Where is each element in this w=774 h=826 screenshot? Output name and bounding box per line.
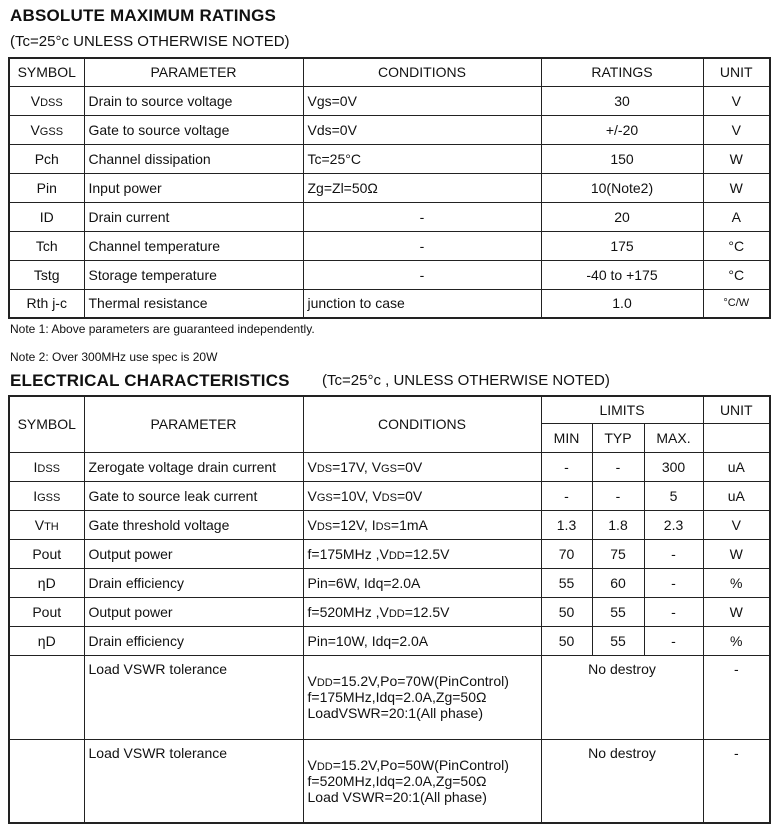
ec-header-limits: LIMITS (541, 396, 703, 423)
ec-symbol (9, 452, 84, 481)
amr-symbol (9, 115, 84, 144)
amr-unit: °C (703, 231, 770, 260)
amr-row (9, 202, 770, 231)
amr-unit: V (703, 115, 770, 144)
ec-header-typ: TYP (592, 423, 644, 452)
ec-typ: 55 (592, 597, 644, 626)
amr-parameter: Thermal resistance (84, 289, 303, 318)
ec-max: 2.3 (644, 510, 703, 539)
symbol-subscript: DSS (37, 462, 60, 475)
amr-parameter: Channel dissipation (84, 144, 303, 173)
note-1: Note 1: Above parameters are guaranteed independently. (10, 322, 315, 336)
condition-subscript: DS (375, 520, 391, 533)
ec-parameter: Drain efficiency (84, 626, 303, 655)
condition-text: =10V, V (332, 487, 382, 504)
ec-vswr-condition-line (308, 789, 537, 805)
ec-row (9, 481, 770, 510)
ec-symbol (9, 510, 84, 539)
ec-unit: % (703, 568, 770, 597)
ec-parameter: Gate to source leak current (84, 481, 303, 510)
amr-parameter: Storage temperature (84, 260, 303, 289)
condition-text: f=175MHz,Idq=2.0A,Zg=50Ω (307, 689, 487, 705)
ec-min: 1.3 (541, 510, 592, 539)
amr-row (9, 289, 770, 318)
condition-text: =12.5V (404, 603, 450, 620)
amr-symbol (9, 231, 84, 260)
amr-rating: 175 (541, 231, 703, 260)
amr-title: ABSOLUTE MAXIMUM RATINGS (10, 6, 277, 25)
symbol-base: Pch (34, 150, 59, 167)
ec-vswr-limits: No destroy (541, 655, 703, 739)
amr-rating: 20 (541, 202, 703, 231)
amr-condition: - (303, 260, 541, 289)
condition-subscript: DS (316, 520, 333, 533)
amr-condition: - (303, 202, 541, 231)
symbol-base: ηD (37, 574, 56, 591)
amr-parameter: Gate to source voltage (84, 115, 303, 144)
amr-header-row (9, 58, 770, 86)
amr-table (8, 57, 771, 319)
amr-condition: Vgs=0V (303, 86, 541, 115)
amr-unit: A (703, 202, 770, 231)
ec-parameter: Drain efficiency (84, 568, 303, 597)
ec-row (9, 568, 770, 597)
amr-unit: V (703, 86, 770, 115)
amr-condition: junction to case (303, 289, 541, 318)
amr-parameter: Channel temperature (84, 231, 303, 260)
condition-text: =0V (396, 487, 423, 504)
ec-parameter: Output power (84, 539, 303, 568)
amr-row (9, 144, 770, 173)
condition-text: V (307, 756, 317, 773)
symbol-base: V (30, 92, 41, 109)
symbol-subscript: TH (44, 520, 59, 533)
ec-condition (303, 510, 541, 539)
amr-subtitle: (Tc=25°c UNLESS OTHERWISE NOTED) (10, 33, 290, 50)
ec-unit: W (703, 539, 770, 568)
ec-condition (303, 539, 541, 568)
condition-text: f=520MHz ,V (307, 603, 389, 620)
ec-max: - (644, 626, 703, 655)
ec-unit: V (703, 510, 770, 539)
ec-typ: - (592, 481, 644, 510)
symbol-base: Rth j-c (26, 295, 67, 312)
ec-condition (303, 452, 541, 481)
ec-max: 5 (644, 481, 703, 510)
condition-subscript: DD (388, 607, 405, 620)
amr-unit: °C (703, 260, 770, 289)
ec-typ: 1.8 (592, 510, 644, 539)
amr-symbol (9, 86, 84, 115)
amr-header-parameter: PARAMETER (84, 58, 303, 86)
ec-parameter: Gate threshold voltage (84, 510, 303, 539)
condition-text: =0V (396, 458, 423, 475)
ec-vswr-unit: - (703, 739, 770, 823)
condition-subscript: DS (316, 462, 333, 475)
condition-text: =12.5V (404, 545, 450, 562)
amr-rating: +/-20 (541, 115, 703, 144)
condition-subscript: GS (381, 462, 397, 475)
ec-unit: uA (703, 452, 770, 481)
ec-typ: 55 (592, 626, 644, 655)
amr-condition: Zg=Zl=50Ω (303, 173, 541, 202)
amr-parameter: Drain to source voltage (84, 86, 303, 115)
ec-table (8, 395, 771, 824)
amr-symbol (9, 202, 84, 231)
ec-parameter: Zerogate voltage drain current (84, 452, 303, 481)
amr-row (9, 115, 770, 144)
amr-row (9, 86, 770, 115)
ec-symbol (9, 481, 84, 510)
ec-min: 50 (541, 626, 592, 655)
ec-max: - (644, 597, 703, 626)
ec-min: - (541, 481, 592, 510)
ec-header-unit-blank (703, 423, 770, 452)
ec-symbol-blank (9, 655, 84, 739)
amr-row (9, 173, 770, 202)
condition-text: V (307, 673, 317, 689)
condition-text: Pin=6W, Idq=2.0A (307, 574, 421, 591)
ec-subtitle: (Tc=25°c , UNLESS OTHERWISE NOTED) (322, 372, 610, 389)
ec-vswr-condition-lines (308, 757, 537, 805)
ec-vswr-condition-line (308, 773, 537, 789)
ec-typ: 60 (592, 568, 644, 597)
amr-parameter: Drain current (84, 202, 303, 231)
condition-text: =15.2V,Po=50W(PinControl) (332, 756, 509, 773)
ec-vswr-condition-line (308, 689, 537, 705)
ec-row (9, 510, 770, 539)
condition-text: V (307, 516, 317, 533)
ec-vswr-parameter: Load VSWR tolerance (84, 739, 303, 823)
amr-condition: - (303, 231, 541, 260)
ec-title: ELECTRICAL CHARACTERISTICS (10, 371, 290, 390)
symbol-base: V (34, 516, 45, 533)
ec-symbol (9, 568, 84, 597)
amr-unit: °C/W (703, 289, 770, 318)
amr-condition: Vds=0V (303, 115, 541, 144)
ec-vswr-row (9, 739, 770, 823)
ec-vswr-condition-lines (308, 673, 537, 721)
ec-vswr-unit: - (703, 655, 770, 739)
ec-header-min: MIN (541, 423, 592, 452)
amr-header-conditions: CONDITIONS (303, 58, 541, 86)
amr-row (9, 260, 770, 289)
condition-text: Pin=10W, Idq=2.0A (307, 632, 429, 649)
ec-condition (303, 626, 541, 655)
symbol-subscript: DSS (40, 96, 63, 109)
ec-parameter: Output power (84, 597, 303, 626)
condition-text: =15.2V,Po=70W(PinControl) (332, 673, 509, 689)
amr-symbol (9, 289, 84, 318)
ec-row (9, 539, 770, 568)
ec-typ: - (592, 452, 644, 481)
ec-row (9, 597, 770, 626)
ec-condition (303, 597, 541, 626)
amr-parameter: Input power (84, 173, 303, 202)
condition-text: Load VSWR=20:1(All phase) (307, 788, 487, 805)
ec-vswr-condition-line (308, 705, 537, 721)
symbol-base: I (33, 487, 38, 504)
ec-condition (303, 568, 541, 597)
symbol-subscript: GSS (37, 491, 61, 504)
symbol-base: I (33, 458, 38, 475)
ec-vswr-conditions (303, 739, 541, 823)
amr-unit: W (703, 173, 770, 202)
ec-unit: uA (703, 481, 770, 510)
ec-symbol (9, 626, 84, 655)
symbol-base: Tstg (33, 266, 60, 283)
ec-min: - (541, 452, 592, 481)
symbol-base: Pin (36, 179, 57, 196)
amr-rating: 10(Note2) (541, 173, 703, 202)
condition-text: V (307, 487, 317, 504)
amr-row (9, 231, 770, 260)
ec-header-unit: UNIT (703, 396, 770, 423)
condition-text: f=520MHz,Idq=2.0A,Zg=50Ω (307, 772, 487, 789)
ec-symbol (9, 539, 84, 568)
ec-max: - (644, 568, 703, 597)
ec-header-max: MAX. (644, 423, 703, 452)
amr-unit: W (703, 144, 770, 173)
ec-unit: W (703, 597, 770, 626)
ec-vswr-conditions (303, 655, 541, 739)
ec-vswr-condition-line (308, 673, 537, 689)
amr-header-ratings: RATINGS (541, 58, 703, 86)
ec-min: 70 (541, 539, 592, 568)
ec-unit: % (703, 626, 770, 655)
amr-header-unit: UNIT (703, 58, 770, 86)
condition-text: =17V, V (332, 458, 382, 475)
ec-min: 55 (541, 568, 592, 597)
amr-rating: -40 to +175 (541, 260, 703, 289)
amr-header-symbol: SYMBOL (9, 58, 84, 86)
condition-subscript: DD (316, 760, 333, 773)
symbol-base: V (30, 121, 40, 138)
ec-vswr-parameter: Load VSWR tolerance (84, 655, 303, 739)
condition-subscript: DD (388, 549, 405, 562)
ec-header-symbol: SYMBOL (9, 396, 84, 452)
amr-rating: 30 (541, 86, 703, 115)
ec-symbol (9, 597, 84, 626)
ec-row (9, 626, 770, 655)
amr-rating: 150 (541, 144, 703, 173)
ec-header-parameter: PARAMETER (84, 396, 303, 452)
ec-vswr-condition-line (308, 757, 537, 773)
ec-header-conditions: CONDITIONS (303, 396, 541, 452)
ec-condition (303, 481, 541, 510)
condition-subscript: GS (316, 491, 333, 504)
amr-symbol (9, 144, 84, 173)
condition-text: LoadVSWR=20:1(All phase) (307, 705, 483, 721)
ec-typ: 75 (592, 539, 644, 568)
symbol-base: Pout (32, 545, 62, 562)
condition-text: =1mA (390, 516, 428, 533)
amr-rating: 1.0 (541, 289, 703, 318)
symbol-base: Pout (32, 603, 62, 620)
ec-max: 300 (644, 452, 703, 481)
amr-condition: Tc=25°C (303, 144, 541, 173)
note-2: Note 2: Over 300MHz use spec is 20W (10, 350, 218, 364)
symbol-base: ηD (37, 632, 56, 649)
condition-text: =12V, I (332, 516, 376, 533)
symbol-base: ID (39, 208, 54, 225)
ec-header-row (9, 396, 770, 423)
condition-text: f=175MHz ,V (307, 545, 389, 562)
ec-symbol-blank (9, 739, 84, 823)
symbol-base: Tch (35, 237, 58, 254)
amr-symbol (9, 173, 84, 202)
ec-row (9, 452, 770, 481)
ec-vswr-limits: No destroy (541, 739, 703, 823)
condition-text: V (307, 458, 317, 475)
condition-subscript: DD (316, 677, 333, 689)
condition-subscript: DS (381, 491, 397, 504)
ec-vswr-row (9, 655, 770, 739)
symbol-subscript: GSS (39, 125, 64, 138)
amr-symbol (9, 260, 84, 289)
ec-min: 50 (541, 597, 592, 626)
ec-max: - (644, 539, 703, 568)
